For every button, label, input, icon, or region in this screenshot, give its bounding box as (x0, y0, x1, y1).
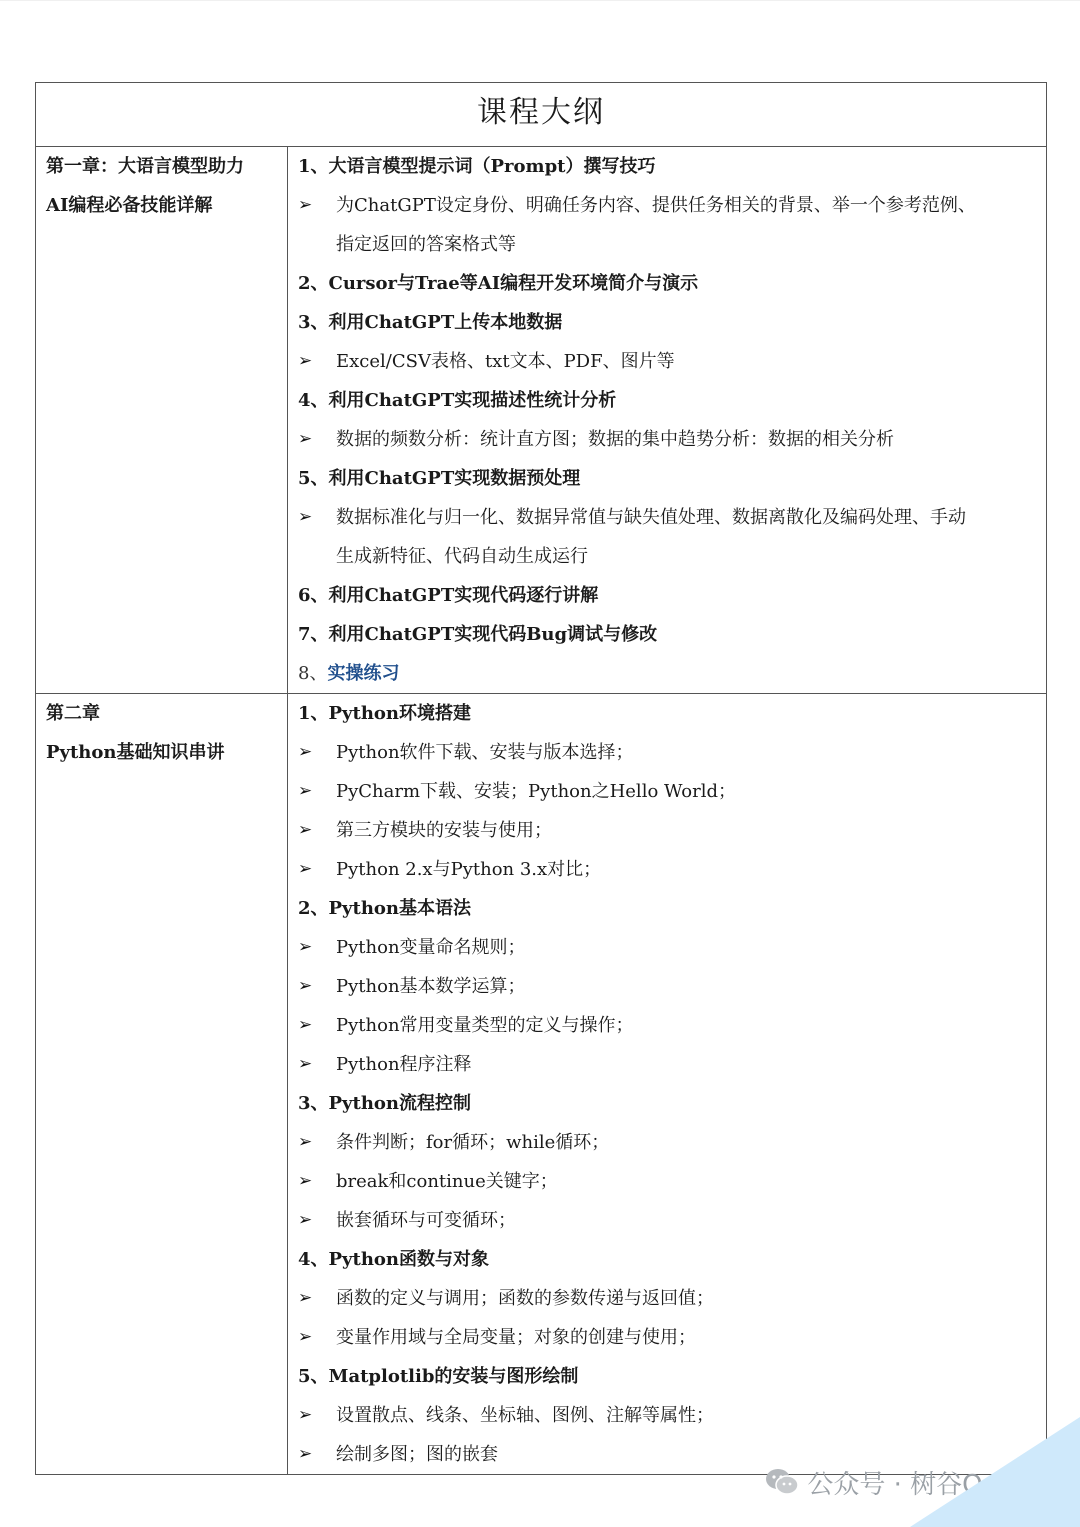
bullet-text-line: 设置散点、线条、坐标轴、图例、注解等属性； (336, 1405, 714, 1426)
bullet-text (336, 967, 1038, 1006)
bullet-text (336, 1201, 1038, 1240)
bullet-text-line: 数据的频数分析：统计直方图；数据的集中趋势分析：数据的相关分析 (336, 429, 894, 450)
title-row (36, 83, 1047, 147)
arrow-bullet-icon: ➢ (298, 1327, 313, 1347)
bullet-text-line: Python软件下载、安装与版本选择； (336, 742, 634, 763)
bullet-text-line: 函数的定义与调用；函数的参数传递与返回值； (336, 1288, 714, 1309)
bullet-text-line: 生成新特征、代码自动生成运行 (336, 546, 588, 567)
section-heading: 3、Python流程控制 (298, 1093, 472, 1114)
bullet-text-line: 数据标准化与归一化、数据异常值与缺失值处理、数据离散化及编码处理、手动 (336, 507, 966, 528)
section-heading: 3、利用ChatGPT上传本地数据 (298, 312, 563, 333)
chapter-row (36, 147, 1047, 694)
bullet-item (298, 850, 1038, 889)
arrow-bullet-icon: ➢ (298, 1288, 313, 1308)
chapter-content-cell (288, 694, 1047, 1475)
section-heading: 1、大语言模型提示词（Prompt）撰写技巧 (298, 156, 656, 177)
arrow-bullet-icon: ➢ (298, 1210, 313, 1230)
bullet-text-line: PyCharm下载、安装；Python之Hello World； (336, 781, 737, 802)
bullet-item (298, 967, 1038, 1006)
chapter-heading-line: Python基础知识串讲 (46, 742, 225, 763)
arrow-bullet-icon: ➢ (298, 429, 313, 449)
arrow-bullet-icon: ➢ (298, 976, 313, 996)
arrow-bullet-icon: ➢ (298, 1015, 313, 1035)
section-heading: 2、Cursor与Trae等AI编程开发环境简介与演示 (298, 273, 699, 294)
arrow-bullet-icon: ➢ (298, 507, 313, 527)
chapter-heading-line: 第二章 (46, 703, 100, 724)
bullet-text (336, 342, 1038, 381)
section-number: 8、 (298, 663, 328, 684)
bullet-text (336, 1006, 1038, 1045)
bullet-text-line: 绘制多图；图的嵌套 (336, 1444, 498, 1465)
bullet-text-line: 条件判断；for循环；while循环； (336, 1132, 610, 1153)
arrow-bullet-icon: ➢ (298, 820, 313, 840)
bullet-text (336, 1162, 1038, 1201)
bullet-text-line: Python 2.x与Python 3.x对比； (336, 859, 602, 880)
bullet-item (298, 1006, 1038, 1045)
arrow-bullet-icon: ➢ (298, 937, 313, 957)
bullet-text (336, 498, 1038, 576)
arrow-bullet-icon: ➢ (298, 742, 313, 762)
chapter-heading-line: 第一章：大语言模型助力 (46, 156, 244, 177)
practice-link[interactable]: 实操练习 (327, 663, 400, 684)
page-top-divider (0, 0, 1080, 1)
chapter-heading-line: AI编程必备技能详解 (46, 195, 213, 216)
section-heading: 7、利用ChatGPT实现代码Bug调试与修改 (298, 624, 658, 645)
bullet-item (298, 420, 1038, 459)
bullet-text-line: Python程序注释 (336, 1054, 472, 1075)
bullet-text (336, 850, 1038, 889)
watermark-text: 公众号 · 树谷Online (807, 1469, 1046, 1500)
bullet-item (298, 1318, 1038, 1357)
arrow-bullet-icon: ➢ (298, 1054, 313, 1074)
section-heading: 5、Matplotlib的安装与图形绘制 (298, 1366, 579, 1387)
bullet-text (336, 1279, 1038, 1318)
bullet-item (298, 928, 1038, 967)
chapter-content-cell (288, 147, 1047, 694)
chapter-heading-cell (36, 147, 288, 694)
bullet-text (336, 186, 1038, 264)
section-heading: 2、Python基本语法 (298, 898, 472, 919)
bullet-text (336, 1045, 1038, 1084)
page-title: 课程大纲 (477, 95, 605, 130)
bullet-text (336, 772, 1038, 811)
bullet-item (298, 1162, 1038, 1201)
bullet-text-line: Python基本数学运算； (336, 976, 526, 997)
section-heading: 5、利用ChatGPT实现数据预处理 (298, 468, 581, 489)
corner-decoration (910, 1417, 1080, 1527)
arrow-bullet-icon: ➢ (298, 195, 313, 215)
title-cell (36, 83, 1047, 147)
bullet-item (298, 811, 1038, 850)
bullet-item (298, 498, 1038, 576)
section-heading: 6、利用ChatGPT实现代码逐行讲解 (298, 585, 599, 606)
arrow-bullet-icon: ➢ (298, 1171, 313, 1191)
section-heading: 4、利用ChatGPT实现描述性统计分析 (298, 390, 617, 411)
bullet-text (336, 928, 1038, 967)
bullet-text-line: 第三方模块的安装与使用； (336, 820, 552, 841)
bullet-item (298, 772, 1038, 811)
bullet-text-line: break和continue关键字； (336, 1171, 558, 1192)
bullet-item (298, 1279, 1038, 1318)
bullet-text (336, 733, 1038, 772)
chapter-row (36, 694, 1047, 1475)
bullet-item (298, 342, 1038, 381)
section-heading: 1、Python环境搭建 (298, 703, 472, 724)
bullet-text-line: 嵌套循环与可变循环； (336, 1210, 516, 1231)
chapter-heading-cell (36, 694, 288, 1475)
arrow-bullet-icon: ➢ (298, 1444, 313, 1464)
bullet-text-line: 变量作用域与全局变量；对象的创建与使用； (336, 1327, 696, 1348)
section-heading: 4、Python函数与对象 (298, 1249, 490, 1270)
bullet-text (336, 811, 1038, 850)
bullet-text-line: 为ChatGPT设定身份、明确任务内容、提供任务相关的背景、举一个参考范例、 (336, 195, 976, 216)
arrow-bullet-icon: ➢ (298, 781, 313, 801)
course-outline-table (35, 82, 1047, 1475)
bullet-item (298, 1045, 1038, 1084)
bullet-text (336, 1123, 1038, 1162)
arrow-bullet-icon: ➢ (298, 859, 313, 879)
arrow-bullet-icon: ➢ (298, 1132, 313, 1152)
bullet-text-line: 指定返回的答案格式等 (336, 234, 516, 255)
arrow-bullet-icon: ➢ (298, 1405, 313, 1425)
bullet-text-line: Excel/CSV表格、txt文本、PDF、图片等 (336, 351, 675, 372)
arrow-bullet-icon: ➢ (298, 351, 313, 371)
bullet-text-line: Python常用变量类型的定义与操作； (336, 1015, 634, 1036)
bullet-item (298, 733, 1038, 772)
bullet-text (336, 1318, 1038, 1357)
bullet-item (298, 186, 1038, 264)
bullet-item (298, 1201, 1038, 1240)
bullet-text (336, 420, 1038, 459)
bullet-item (298, 1123, 1038, 1162)
bullet-text-line: Python变量命名规则； (336, 937, 526, 958)
wechat-icon (765, 1468, 799, 1496)
section-heading-link (298, 654, 1038, 693)
